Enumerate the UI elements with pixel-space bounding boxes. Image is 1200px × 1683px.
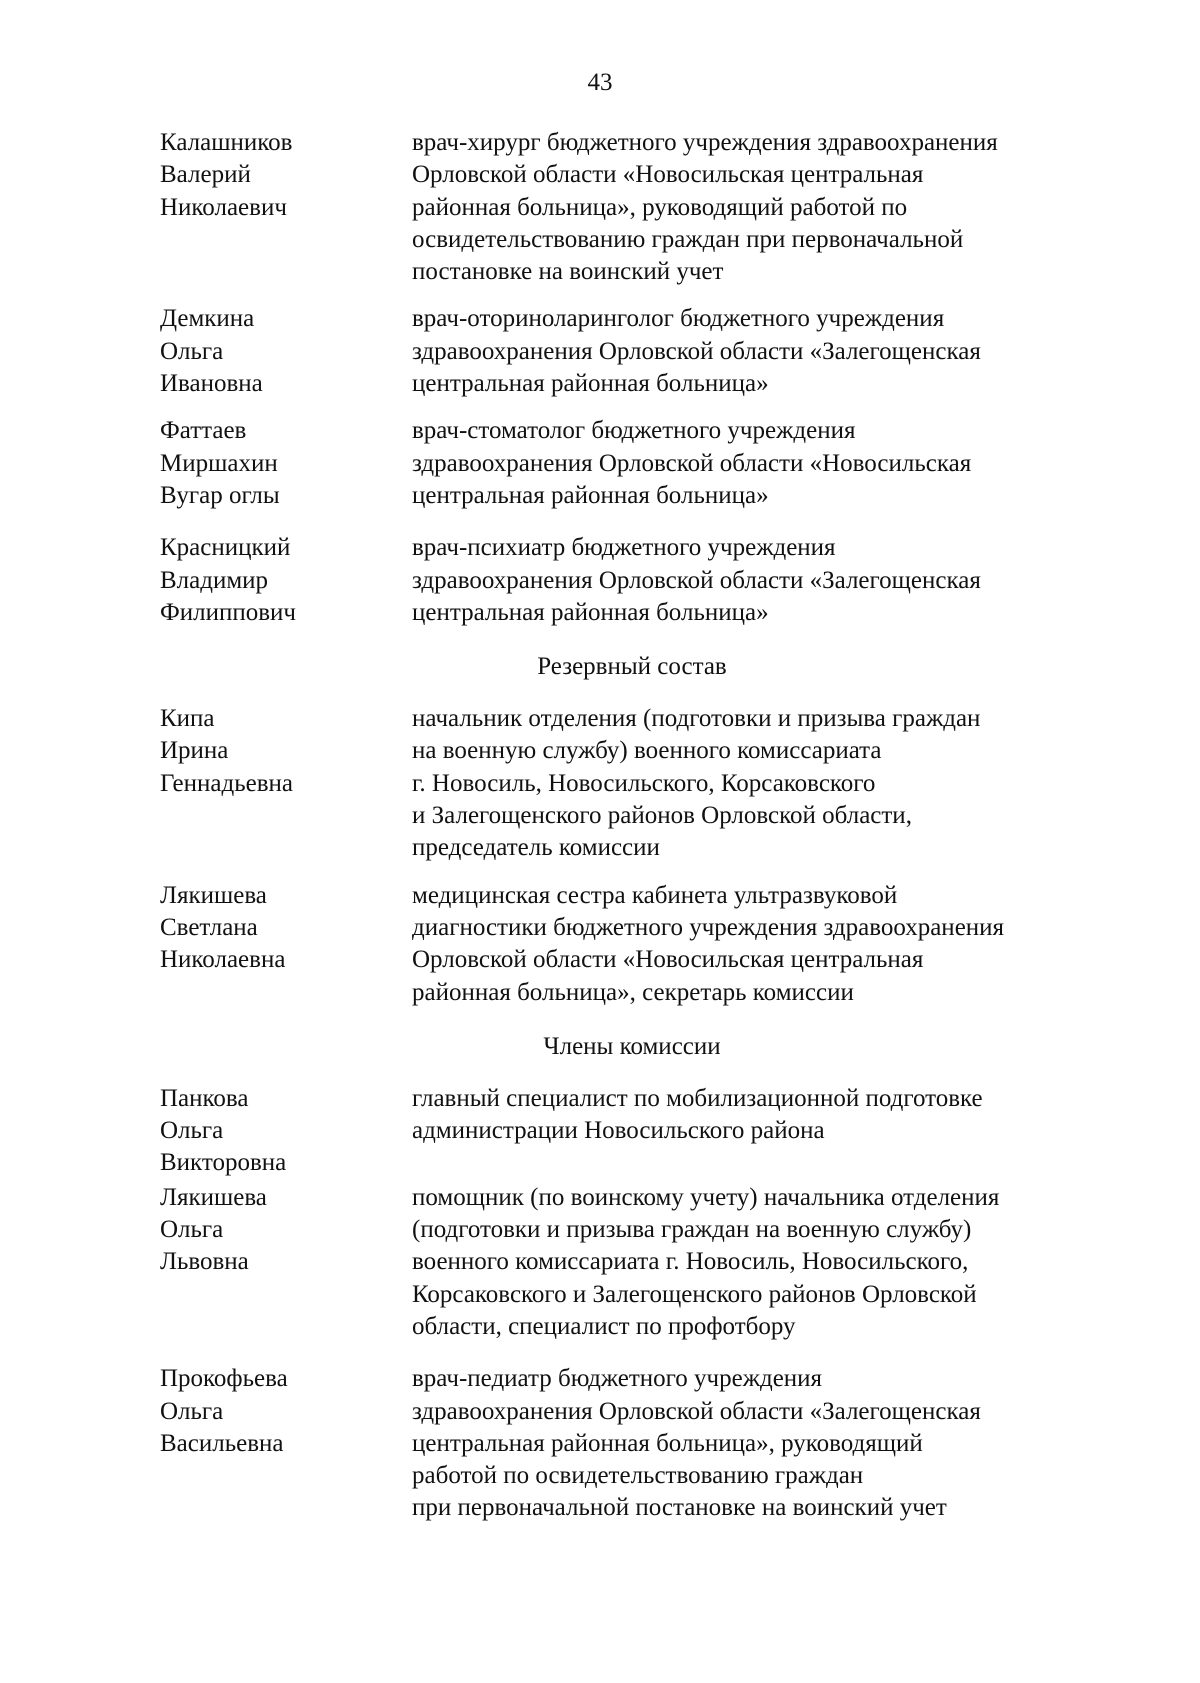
patronymic: Васильевна [160, 1429, 284, 1457]
commission-entry [160, 880, 1100, 1009]
description-line: области, специалист по профотбору [412, 1312, 796, 1340]
description-line: здравоохранения Орловской области «Новосильская [412, 449, 972, 477]
patronymic: Геннадьевна [160, 769, 293, 797]
section-heading-members: Члены комиссии [543, 1032, 721, 1060]
person-name [160, 703, 412, 800]
person-name [160, 415, 412, 512]
surname: Красницкий [160, 534, 291, 562]
description-line: освидетельствованию граждан при первоначальной [412, 225, 964, 253]
patronymic: Николаевич [160, 193, 287, 221]
description-line: военного комиссариата г. Новосиль, Новосильского, [412, 1248, 969, 1276]
commission-entry [160, 1363, 1100, 1524]
first-name: Владимир [160, 566, 269, 594]
description-line: (подготовки и призыва граждан на военную службу) [412, 1216, 972, 1244]
description-line: врач-оториноларинголог бюджетного учреждения [412, 305, 945, 333]
patronymic: Филиппович [160, 598, 296, 626]
description-line: здравоохранения Орловской области «Залегощенская [412, 1397, 981, 1425]
first-name: Ольга [160, 1397, 224, 1425]
person-name [160, 1363, 412, 1460]
commission-entry [160, 532, 1100, 629]
person-name [160, 532, 412, 629]
surname: Панкова [160, 1084, 249, 1112]
description-line: и Залегощенского районов Орловской области, [412, 802, 912, 830]
description-line: здравоохранения Орловской области «Залегощенская [412, 566, 981, 594]
description-line: постановке на воинский учет [412, 258, 724, 286]
description-line: Орловской области «Новосильская центральная [412, 946, 924, 974]
commission-entry [160, 415, 1100, 512]
person-name [160, 1083, 412, 1180]
page-number: 43 [587, 69, 613, 96]
position-description [412, 703, 1100, 864]
description-line: администрации Новосильского района [412, 1117, 825, 1145]
person-name [160, 127, 412, 224]
description-line: при первоначальной постановке на воинский учет [412, 1494, 947, 1522]
description-line: Корсаковского и Залегощенского районов Орловской [412, 1280, 977, 1308]
description-line: диагностики бюджетного учреждения здравоохранения [412, 913, 1005, 941]
person-name [160, 880, 412, 977]
first-name: Светлана [160, 913, 258, 941]
surname: Лякишева [160, 881, 267, 909]
description-line: на военную службу) военного комиссариата [412, 737, 882, 765]
patronymic: Викторовна [160, 1149, 287, 1177]
patronymic: Ивановна [160, 370, 263, 398]
commission-entry [160, 127, 1100, 288]
position-description [412, 415, 1100, 512]
commission-entry [160, 1083, 1100, 1180]
commission-entry [160, 703, 1100, 864]
description-line: районная больница», руководящий работой по [412, 193, 908, 221]
position-description [412, 1363, 1100, 1524]
document-body [160, 127, 1100, 1525]
surname: Фаттаев [160, 417, 247, 445]
description-line: начальник отделения (подготовки и призыва граждан [412, 705, 981, 733]
position-description [412, 1083, 1100, 1148]
surname: Лякишева [160, 1183, 267, 1211]
patronymic: Вугар оглы [160, 481, 280, 509]
first-name: Ольга [160, 337, 224, 365]
description-line: врач-педиатр бюджетного учреждения [412, 1365, 823, 1393]
surname: Калашников [160, 129, 293, 156]
description-line: врач-психиатр бюджетного учреждения [412, 534, 836, 562]
description-line: помощник (по воинскому учету) начальника отделения [412, 1183, 1000, 1211]
person-name [160, 1182, 412, 1279]
description-line: медицинская сестра кабинета ультразвуковой [412, 881, 898, 909]
surname: Кипа [160, 705, 215, 733]
description-line: Орловской области «Новосильская центральная [412, 161, 924, 189]
commission-entry [160, 1182, 1100, 1343]
patronymic: Николаевна [160, 946, 286, 974]
person-name [160, 303, 412, 400]
surname: Демкина [160, 305, 255, 333]
patronymic: Львовна [160, 1248, 249, 1276]
description-line: центральная районная больница» [412, 370, 769, 398]
description-line: г. Новосиль, Новосильского, Корсаковского [412, 769, 876, 797]
position-description [412, 880, 1100, 1009]
commission-entry [160, 303, 1100, 400]
description-line: врач-хирург бюджетного учреждения здравоохранения [412, 129, 998, 156]
description-line: здравоохранения Орловской области «Залегощенская [412, 337, 981, 365]
first-name: Ирина [160, 737, 229, 765]
description-line: центральная районная больница» [412, 481, 769, 509]
description-line: центральная районная больница» [412, 598, 769, 626]
first-name: Ольга [160, 1216, 224, 1244]
first-name: Миршахин [160, 449, 278, 477]
description-line: председатель комиссии [412, 834, 660, 862]
first-name: Валерий [160, 161, 251, 189]
description-line: центральная районная больница», руководящий [412, 1429, 923, 1457]
first-name: Ольга [160, 1117, 224, 1145]
description-line: работой по освидетельствованию граждан [412, 1462, 864, 1490]
description-line: врач-стоматолог бюджетного учреждения [412, 417, 856, 445]
section-heading-reserve: Резервный состав [537, 653, 727, 681]
position-description [412, 1182, 1100, 1343]
position-description [412, 532, 1100, 629]
position-description [412, 303, 1100, 400]
description-line: главный специалист по мобилизационной подготовке [412, 1084, 983, 1112]
surname: Прокофьева [160, 1365, 288, 1393]
position-description [412, 127, 1100, 288]
description-line: районная больница», секретарь комиссии [412, 978, 854, 1006]
